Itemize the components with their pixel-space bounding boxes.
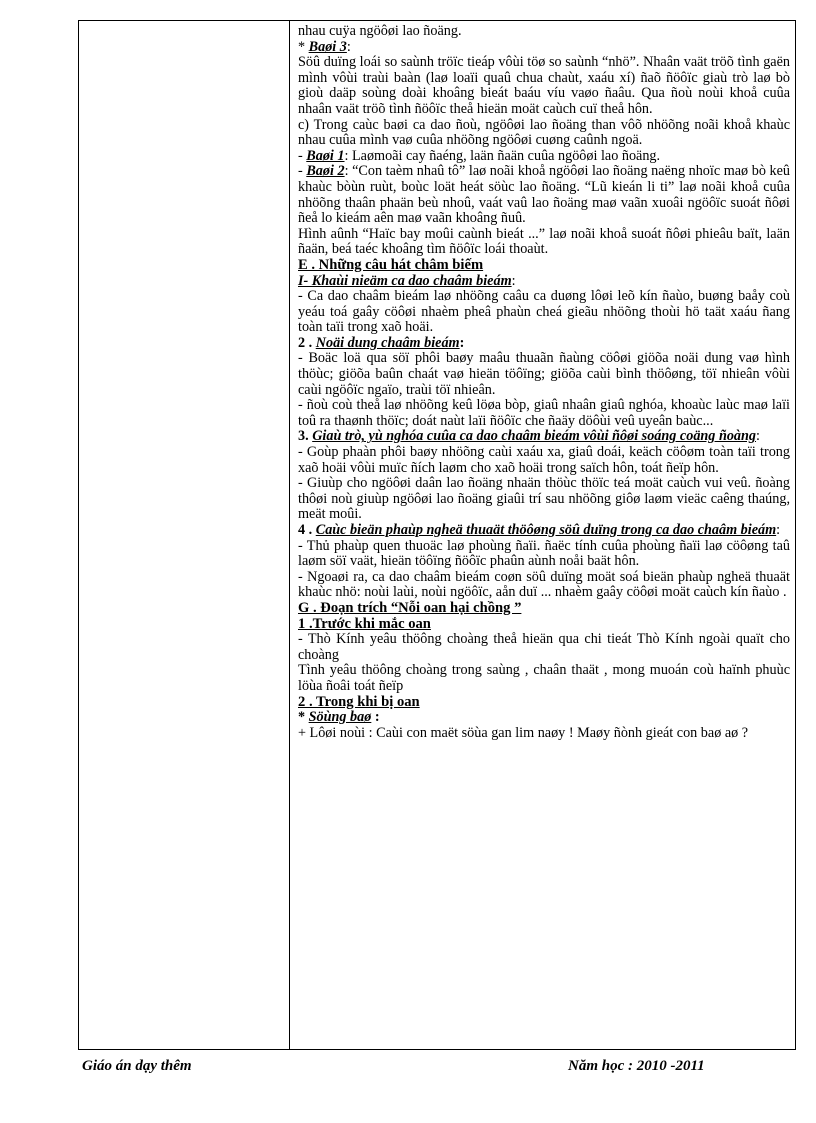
bullet: *	[298, 38, 309, 55]
subsection-number: 4 .	[298, 522, 316, 538]
subsection-heading	[298, 710, 790, 726]
paragraph: - Thủ phaùp quen thuoäc laø phoùng ñaïi. ñaëc tính cuûa phoùng ñaïi laø cöôøng taû laøm söï vaät, hieän töôïng ñöôïc phaûn aùnh noåi baät hôn.	[298, 537, 790, 570]
subsection-heading	[298, 274, 790, 290]
paragraph-label: Baøi 1	[306, 147, 345, 164]
paragraph: - Ngoaøi ra, ca dao chaâm bieám coøn söû duïng moät soá bieän phaùp ngheä thuaät khaùc nhö: noùi laùi, noùi ngöôïc, aån duï ... nhaèm gaây cöôøi moät caùch kín ñaùo .	[298, 568, 790, 601]
subsection-title: Noäi dung chaâm bieám	[315, 334, 460, 351]
paragraph: - Boäc loä qua söï phôi baøy maâu thuaãn ñaùng cöôøi giöõa noäi dung vaø hình thöùc; giöõa baûn chaát vaø hieän töôïng; giöõa caùi bình thöôøng, töï nhieân vôùi caùi ngöôïc ngaïo, traùi töï nhieân.	[298, 350, 790, 398]
paragraph: - Giuùp cho ngöôøi daân lao ñoäng nhaän thöùc thöïc teá moät caùch vui veû. ñoàng thôøi noù giuùp ngöôøi lao ñoäng giaûi trí sau nhöõng giôø laøm vieäc caêng thaúng, meät moûi.	[298, 475, 790, 523]
content-column	[298, 24, 790, 741]
subsection-title: I- Khaùi nieäm ca dao chaâm bieám	[298, 272, 512, 289]
section-heading: 1 .Trước khi mắc oan	[298, 615, 431, 632]
section-heading: G . Đoạn trích “Nỗi oan hại chồng ”	[298, 599, 522, 616]
subsection-punct: :	[756, 428, 760, 445]
subsection-number: 3.	[298, 428, 313, 445]
paragraph-label: Baøi 3	[308, 38, 347, 55]
left-column	[79, 21, 290, 1049]
paragraph-text: : Laømoãi cay ñaéng, laän ñaän cuûa ngöôøi lao ñoäng.	[344, 147, 661, 164]
subsection-heading	[298, 523, 790, 539]
subsection-heading	[298, 336, 790, 352]
subsection-title: Giaù trò, yù nghóa cuûa ca dao chaâm bieám vôùi ñôøi soáng coäng ñoàng	[312, 428, 757, 445]
paragraph: Hình aûnh “Haïc bay moûi caùnh bieát ...” laø noãi khoå suoát ñôøi phieâu baït, laän ñaän, beá taéc khoâng tìm ñöôïc loái thoaùt.	[298, 225, 790, 258]
labeled-paragraph	[298, 40, 790, 56]
paragraph: - Thò Kính yeâu thöông choàng theå hieän qua chi tieát Thò Kính ngoài quaït cho choàng	[298, 631, 790, 663]
paragraph: Tình yeâu thöông choàng trong saùng , chaân thaät , mong muoán coù haïnh phuùc löùa ñoâi toát ñeïp	[298, 662, 790, 694]
labeled-paragraph	[298, 149, 790, 165]
paragraph: + Lôøi noùi : Caùi con maët söùa gan lim naøy ! Maøy ñònh gieát con baø aø ?	[298, 724, 749, 741]
paragraph: nhau cuÿa ngöôøi lao ñoäng.	[298, 23, 462, 39]
footer-left: Giáo án dạy thêm	[82, 1058, 192, 1074]
subsection-title: Söùng baø	[308, 709, 372, 726]
subsection-number: 2 .	[298, 334, 316, 351]
section-heading: 2 . Trong khi bị oan	[298, 693, 420, 710]
paragraph: - ñoù coù theå laø nhöõng keû löøa bòp, giaû nhaân giaû nghóa, khoaùc laùc maø laïi toû ra thaønh thöïc; doát naùt laïi ñöôïc che ñaäy döôùi veû uyeân baùc...	[298, 397, 790, 429]
footer-right: Năm học : 2010 -2011	[568, 1058, 705, 1074]
subsection-title: Caùc bieän phaùp ngheä thuaät thöôøng söû duïng trong ca dao chaâm bieám	[315, 522, 777, 538]
subsection-punct: :	[776, 522, 781, 538]
paragraph-text: : “Con taèm nhaû tô” laø noãi khoå ngöôøi lao ñoäng naëng nhoïc maø bò keû khaùc bòùn ruùt, boùc loät heát söùc lao ñoäng. “Lũ kieán li ti” laø noãi khoå cuûa nhöõng thaân phaän beù nhoû, vaát vaû lao ñoäng maø vaãn xuoâi ngöôïc suoát ñôøi ñeå lo kieám aên maø vaãn khoâng ñuû.	[298, 163, 790, 227]
paragraph-label: Baøi 2	[306, 163, 345, 180]
paragraph-text: :	[346, 38, 351, 55]
paragraph: - Ca dao chaâm bieám laø nhöõng caâu ca duøng lôøi leõ kín ñaùo, buøng baåy coù yeáu toá gaây cöôøi nhaèm pheâ phaùn cheá gieãu nhöõng thoùi hö taät xaáu ñang toàn taïi trong xaõ hoäi.	[298, 288, 790, 336]
section-heading: E . Những câu hát châm biếm	[298, 256, 484, 273]
paragraph: - Goùp phaàn phôi baøy nhöõng caùi xaáu xa, giaû doái, keäch cöôøm toàn taïi trong xaõ hoäi vôùi muïc ñích laøm cho xaõ hoäi trong saïch hôn, toát ñeïp hôn.	[298, 444, 790, 476]
bullet: -	[298, 163, 307, 180]
subsection-number: *	[298, 709, 309, 726]
labeled-paragraph	[298, 164, 790, 226]
bullet: -	[298, 147, 307, 164]
subsection-heading	[298, 429, 790, 445]
subsection-punct: :	[459, 334, 465, 351]
paragraph: Söû duïng loái so saùnh tröïc tieáp vôùi töø so saùnh “nhö”. Nhaân vaät tröõ tình gaën mình vôùi traùi baàn (laø loaïi quaû chua chaùt, xaáu xí) ñaõ ñöôïc giaù trò laø bò gioù daäp soùng doài khoâng bieát baáu víu vaøo ñaâu. Qua ñoù noùi khoå cuûa nhaân vaät tröõ tình ñöôïc theå hieän moät caùch cuï theå hôn.	[298, 54, 790, 117]
subsection-punct: :	[511, 272, 516, 289]
page-table	[78, 20, 796, 1050]
paragraph: c) Trong caùc baøi ca dao ñoù, ngöôøi lao ñoäng than vôõ nhöõng noãi khoå khaùc nhau cuûa mình vaø cuûa nhöõng ngöôøi cuøng caûnh ngoä.	[298, 116, 790, 149]
subsection-punct: :	[371, 709, 380, 726]
